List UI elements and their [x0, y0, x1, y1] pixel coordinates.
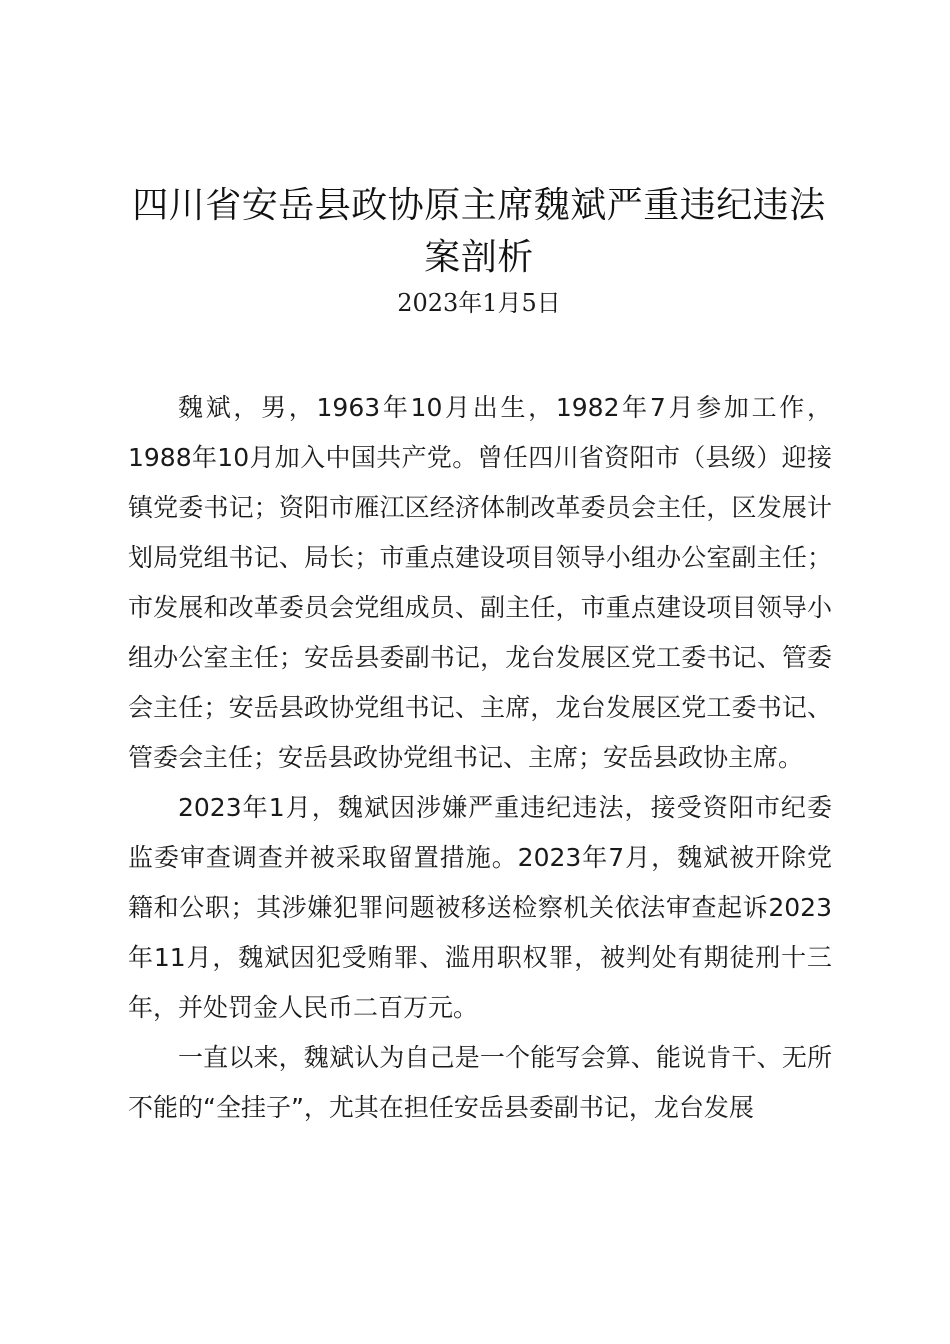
- document-title: 四川省安岳县政协原主席魏斌严重违纪违法案剖析: [132, 185, 826, 278]
- paragraph-analysis: 一直以来，魏斌认为自己是一个能写会算、能说肯干、无所不能的“全挂子”，尤其在担任安岳县委副书记，龙台发展: [128, 1043, 832, 1122]
- document-body: [128, 383, 832, 1133]
- paragraph-investigation: 2023年1月，魏斌因涉嫌严重违纪违法，接受资阳市纪委监委审查调查并被采取留置措施。2023年7月，魏斌被开除党籍和公职；其涉嫌犯罪问题被移送检察机关依法审查起诉2023年11月，魏斌因犯受贿罪、滥用职权罪，被判处有期徒刑十三年，并处罚金人民币二百万元。: [128, 793, 832, 1022]
- paragraph-biography: 魏斌，男，1963年10月出生，1982年7月参加工作，1988年10月加入中国共产党。曾任四川省资阳市（县级）迎接镇党委书记；资阳市雁江区经济体制改革委员会主任，区发展计划局党组书记、局长；市重点建设项目领导小组办公室副主任；市发展和改革委员会党组成员、副主任，市重点建设项目领导小组办公室主任；安岳县委副书记，龙台发展区党工委书记、管委会主任；安岳县政协党组书记、主席，龙台发展区党工委书记、管委会主任；安岳县政协党组书记、主席；安岳县政协主席。: [128, 393, 832, 772]
- document-date: 2023年1月5日: [397, 289, 561, 317]
